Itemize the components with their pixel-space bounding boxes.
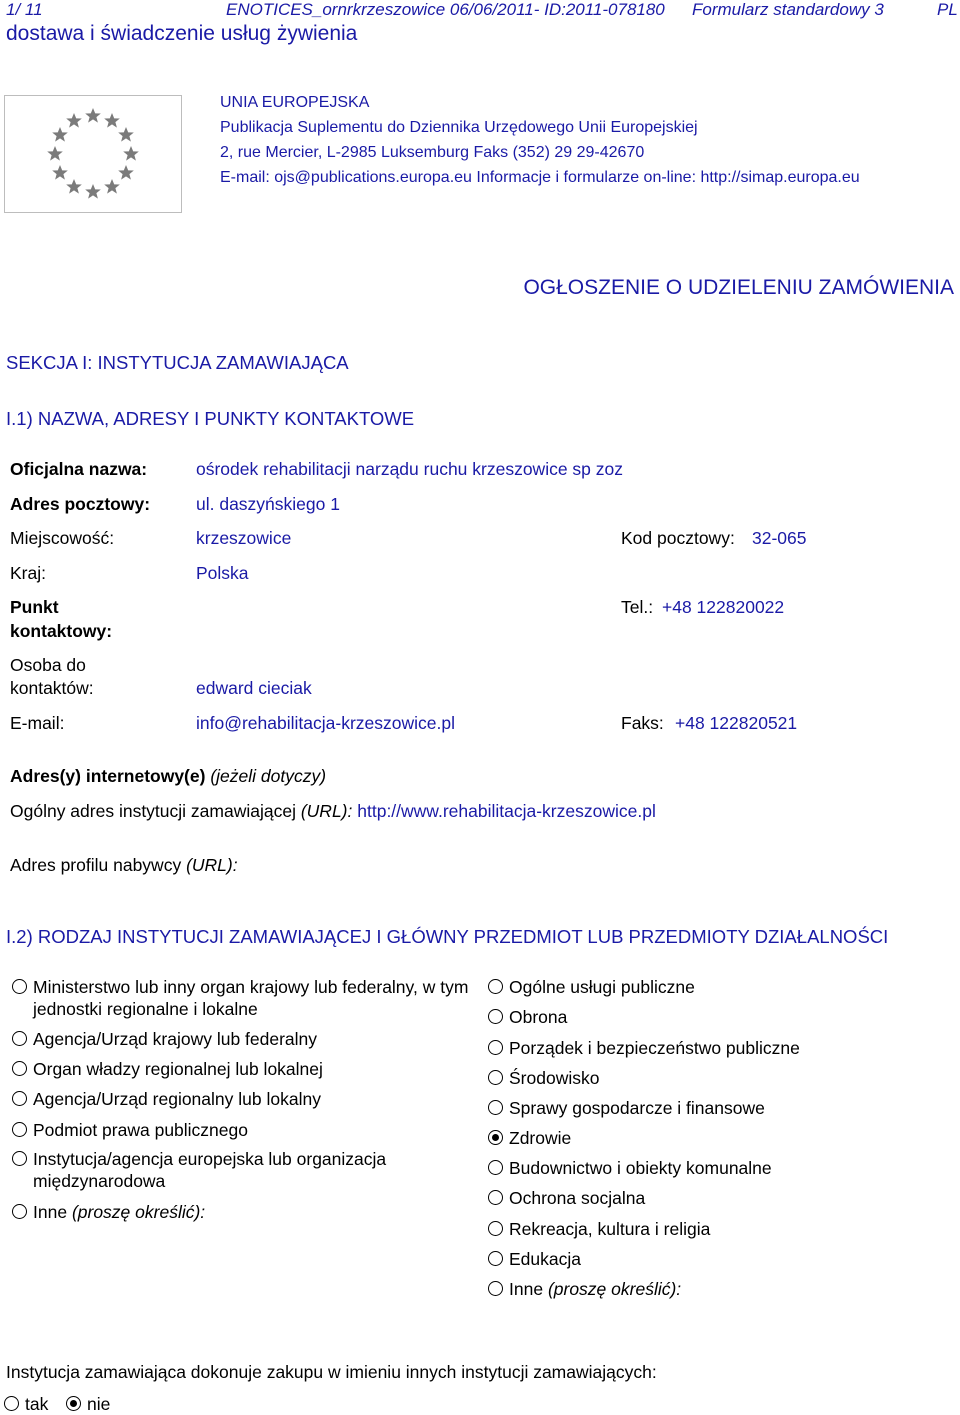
type-option-national-agency[interactable] xyxy=(12,1028,472,1050)
radio-unchecked-icon xyxy=(488,1070,503,1085)
internet-heading xyxy=(10,766,326,787)
radio-unchecked-icon xyxy=(12,1031,27,1046)
eu-name: UNIA EUROPEJSKA xyxy=(220,94,370,111)
type-option-label: Podmiot prawa publicznego xyxy=(33,1120,248,1140)
page-number: 1/ 11 xyxy=(6,0,43,19)
contact-point-label: Punkt xyxy=(10,597,59,617)
type-option-ministry[interactable] xyxy=(12,976,472,1020)
radio-unchecked-icon xyxy=(488,1009,503,1024)
subsection-2-title: I.2) RODZAJ INSTYTUCJI ZAMAWIAJĄCEJ I GŁÓWNY PRZEDMIOT LUB PRZEDMIOTY DZIAŁALNOŚCI xyxy=(6,926,889,947)
radio-unchecked-icon xyxy=(488,979,503,994)
activity-option-label: Sprawy gospodarcze i finansowe xyxy=(509,1098,765,1118)
activity-option-label: Środowisko xyxy=(509,1068,600,1088)
type-option-label: Ministerstwo lub inny organ krajowy lub federalny, w tym jednostki regionalne i lokalne xyxy=(33,977,469,1019)
type-option-label: Inne xyxy=(33,1202,68,1222)
behalf-question: Instytucja zamawiająca dokonuje zakupu w imieniu innych instytucji zamawiających: xyxy=(6,1362,657,1382)
radio-unchecked-icon xyxy=(488,1251,503,1266)
activity-option-public-services[interactable] xyxy=(488,976,948,998)
country-label: Kraj: xyxy=(10,563,46,583)
activity-option-note: (proszę określić): xyxy=(547,1279,682,1299)
behalf-yes-label: tak xyxy=(25,1394,49,1414)
document-id: ENOTICES_ornrkrzeszowice 06/06/2011- ID:2011-078180 xyxy=(226,0,665,19)
eu-stars-icon xyxy=(5,96,181,212)
buyer-profile-row xyxy=(10,855,238,876)
city-label: Miejscowość: xyxy=(10,528,115,548)
general-url-label-suffix: (URL): xyxy=(300,801,353,821)
radio-checked-icon xyxy=(66,1396,81,1411)
contact-person-value: edward cieciak xyxy=(196,678,312,698)
email-label: E-mail: xyxy=(10,713,65,733)
postal-code-value: 32-065 xyxy=(752,528,807,548)
contact-person-label-2: kontaktów: xyxy=(10,678,94,698)
buyer-profile-label: Adres profilu nabywcy xyxy=(10,855,182,875)
radio-unchecked-icon xyxy=(488,1160,503,1175)
activity-option-label: Zdrowie xyxy=(509,1128,572,1148)
type-option-other-text xyxy=(33,1201,205,1223)
address-value: ul. daszyńskiego 1 xyxy=(196,494,340,514)
activity-option-public-order[interactable] xyxy=(488,1037,948,1059)
radio-unchecked-icon xyxy=(12,1151,27,1166)
activity-option-label: Budownictwo i obiekty komunalne xyxy=(509,1158,772,1178)
activity-option-other-text xyxy=(509,1278,681,1300)
general-url-label: Ogólny adres instytucji zamawiającej xyxy=(10,801,296,821)
form-type: Formularz standardowy 3 xyxy=(692,0,884,19)
type-option-label: Agencja/Urząd regionalny lub lokalny xyxy=(33,1089,321,1109)
behalf-no-label: nie xyxy=(87,1394,111,1414)
radio-unchecked-icon xyxy=(12,1204,27,1219)
notice-title: OGŁOSZENIE O UDZIELENIU ZAMÓWIENIA xyxy=(523,276,954,299)
activity-option-social-protection[interactable] xyxy=(488,1187,948,1209)
radio-unchecked-icon xyxy=(12,1122,27,1137)
contact-point-label-2: kontaktowy: xyxy=(10,621,113,641)
fax-label: Faks: xyxy=(621,713,664,733)
type-option-label: Agencja/Urząd krajowy lub federalny xyxy=(33,1029,318,1049)
buyer-profile-url-label: (URL): xyxy=(186,855,238,875)
radio-unchecked-icon xyxy=(488,1100,503,1115)
type-option-public-law-body[interactable] xyxy=(12,1119,472,1141)
radio-unchecked-icon xyxy=(12,1091,27,1106)
radio-unchecked-icon xyxy=(4,1396,19,1411)
internet-heading-text: Adres(y) internetowy(e) xyxy=(10,766,206,786)
phone-value: +48 122820022 xyxy=(662,597,785,617)
type-option-regional-agency[interactable] xyxy=(12,1088,472,1110)
activity-option-defence[interactable] xyxy=(488,1006,948,1028)
activity-option-label: Inne xyxy=(509,1279,544,1299)
radio-unchecked-icon xyxy=(12,1061,27,1076)
radio-unchecked-icon xyxy=(488,1281,503,1296)
activity-option-label: Porządek i bezpieczeństwo publiczne xyxy=(509,1038,800,1058)
email-value[interactable]: info@rehabilitacja-krzeszowice.pl xyxy=(196,713,455,733)
activity-option-education[interactable] xyxy=(488,1248,948,1270)
eu-contact: E-mail: ojs@publications.europa.eu Informacje i formularze on-line: http://simap.europa.eu xyxy=(220,169,860,186)
activity-option-other[interactable] xyxy=(488,1278,948,1300)
type-option-european-institution[interactable] xyxy=(12,1148,432,1192)
country-value: Polska xyxy=(196,563,249,583)
type-option-regional-authority[interactable] xyxy=(12,1058,472,1080)
general-url-value[interactable]: http://www.rehabilitacja-krzeszowice.pl xyxy=(357,801,656,821)
official-name-value: ośrodek rehabilitacji narządu ruchu krzeszowice sp zoz xyxy=(196,459,624,479)
type-option-note: (proszę określić): xyxy=(71,1202,206,1222)
section-title: SEKCJA I: INSTYTUCJA ZAMAWIAJĄCA xyxy=(6,352,349,373)
radio-unchecked-icon xyxy=(488,1221,503,1236)
city-value: krzeszowice xyxy=(196,528,292,548)
activity-option-label: Ogólne usługi publiczne xyxy=(509,977,695,997)
radio-checked-icon xyxy=(488,1130,503,1145)
internet-heading-note: (jeżeli dotyczy) xyxy=(210,766,327,786)
eu-publication: Publikacja Suplementu do Dziennika Urzędowego Unii Europejskiej xyxy=(220,119,698,136)
type-option-label: Organ władzy regionalnej lub lokalnej xyxy=(33,1059,323,1079)
behalf-option-yes[interactable] xyxy=(4,1393,48,1415)
language-code: PL xyxy=(937,0,958,19)
address-label: Adres pocztowy: xyxy=(10,494,151,514)
contact-person-label: Osoba do xyxy=(10,655,86,675)
activity-option-environment[interactable] xyxy=(488,1067,948,1089)
radio-unchecked-icon xyxy=(488,1040,503,1055)
activity-option-housing[interactable] xyxy=(488,1157,948,1179)
phone-label: Tel.: xyxy=(621,597,654,617)
radio-unchecked-icon xyxy=(12,979,27,994)
activity-option-label: Edukacja xyxy=(509,1249,581,1269)
eu-logo xyxy=(4,95,182,213)
type-option-other[interactable] xyxy=(12,1201,472,1223)
postal-code-label: Kod pocztowy: xyxy=(621,528,735,548)
activity-option-economic-affairs[interactable] xyxy=(488,1097,948,1119)
subsection-1-title: I.1) NAZWA, ADRESY I PUNKTY KONTAKTOWE xyxy=(6,408,415,429)
radio-unchecked-icon xyxy=(488,1190,503,1205)
activity-option-label: Ochrona socjalna xyxy=(509,1188,646,1208)
activity-option-label: Rekreacja, kultura i religia xyxy=(509,1219,711,1239)
official-name-label: Oficjalna nazwa: xyxy=(10,459,148,479)
eu-address: 2, rue Mercier, L-2985 Luksemburg Faks (352) 29 29-42670 xyxy=(220,144,645,161)
page-title: dostawa i świadczenie usług żywienia xyxy=(6,22,358,45)
behalf-option-no[interactable] xyxy=(66,1393,110,1415)
type-option-label: Instytucja/agencja europejska lub organizacja międzynarodowa xyxy=(33,1149,387,1191)
activity-option-recreation[interactable] xyxy=(488,1218,948,1240)
general-url-row xyxy=(10,801,656,822)
fax-value: +48 122820521 xyxy=(675,713,798,733)
activity-option-health[interactable] xyxy=(488,1127,948,1149)
activity-option-label: Obrona xyxy=(509,1007,568,1027)
